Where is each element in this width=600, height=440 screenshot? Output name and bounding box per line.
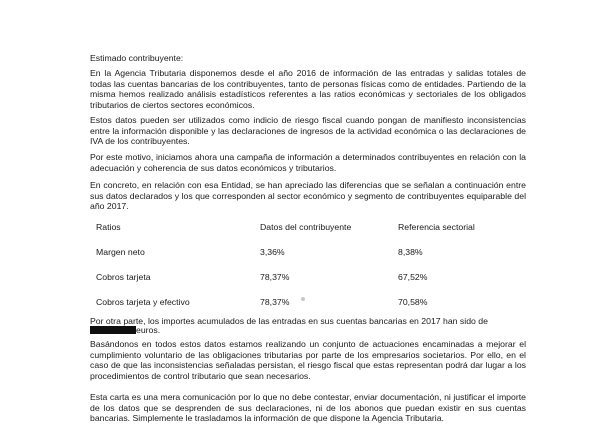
ratio-name: Margen neto [96, 247, 145, 257]
greeting: Estimado contribuyente: [90, 53, 184, 63]
taxpayer-value: 78,37% [260, 272, 290, 282]
paragraph-5: Por otra parte, los importes acumulados de las entradas en sus cuentas bancarias en 2017 han sido de [90, 316, 488, 326]
redaction-bar [90, 326, 136, 334]
paragraph-3: Por este motivo, iniciamos ahora una campaña de información a determinados contribuyentes en relación con la adecuación y coherencia de sus datos económicos y tributarios. [90, 152, 526, 173]
table-header-row [90, 214, 526, 239]
paragraph-1: En la Agencia Tributaria disponemos desde el año 2016 de información de las entradas y salidas totales de todas las cuentas bancarias de los contribuyentes, tanto de personas físicas como de entidades. Partiendo de la misma hemos realizado análisis estadísticos referentes a las ratios económicas y sectoriales de los obligados tributarios de ciertos sectores económicos. [90, 68, 526, 110]
header-taxpayer-data: Datos del contribuyente [260, 222, 352, 232]
paragraph-7: Esta carta es una mera comunicación por lo que no debe contestar, enviar documentación, ni justificar el importe de los datos que se desprenden de sus declaraciones, ni de los abonos que puedan existir en sus cuentas bancarias. Simplemente le trasladamos la información de que dispone la Agencia Tributaria. [90, 392, 526, 424]
taxpayer-value: 3,36% [260, 247, 285, 257]
ratio-name: Cobros tarjeta y efectivo [96, 297, 190, 307]
sector-value: 70,58% [398, 297, 428, 307]
paragraph-2: Estos datos pueden ser utilizados como indicio de riesgo fiscal cuando pongan de manifiesto inconsistencias entre la información disponible y las declaraciones de ingresos de la actividad económica o las declaraciones de IVA de los contribuyentes. [90, 115, 526, 147]
table-row [90, 289, 526, 314]
paragraph-4: En concreto, en relación con esa Entidad, se han apreciado las diferencias que se señalan a continuación entre sus datos declarados y los que corresponden al sector económico y segmento de contribuyentes equiparable del año 2017. [90, 180, 526, 212]
header-sector-reference: Referencia sectorial [398, 222, 475, 232]
ratio-name: Cobros tarjeta [96, 272, 151, 282]
euros-label: euros. [136, 325, 161, 335]
table-row [90, 239, 526, 264]
sector-value: 8,38% [398, 247, 423, 257]
header-ratios: Ratios [96, 222, 121, 232]
paragraph-6: Basándonos en todos estos datos estamos realizando un conjunto de actuaciones encaminadas a mejorar el cumplimiento voluntario de las obligaciones tributarias por parte de los empresarios societarios. Por ello, en el caso de que las inconsistencias señaladas persistan, el riesgo fiscal que estas representan podrá dar lugar a los procedimientos de control tributario que sean necesarios. [90, 339, 526, 381]
sector-value: 67,52% [398, 272, 428, 282]
ratios-table [90, 214, 526, 314]
scan-speck [301, 297, 305, 301]
taxpayer-value: 78,37% [260, 297, 290, 307]
table-row [90, 264, 526, 289]
